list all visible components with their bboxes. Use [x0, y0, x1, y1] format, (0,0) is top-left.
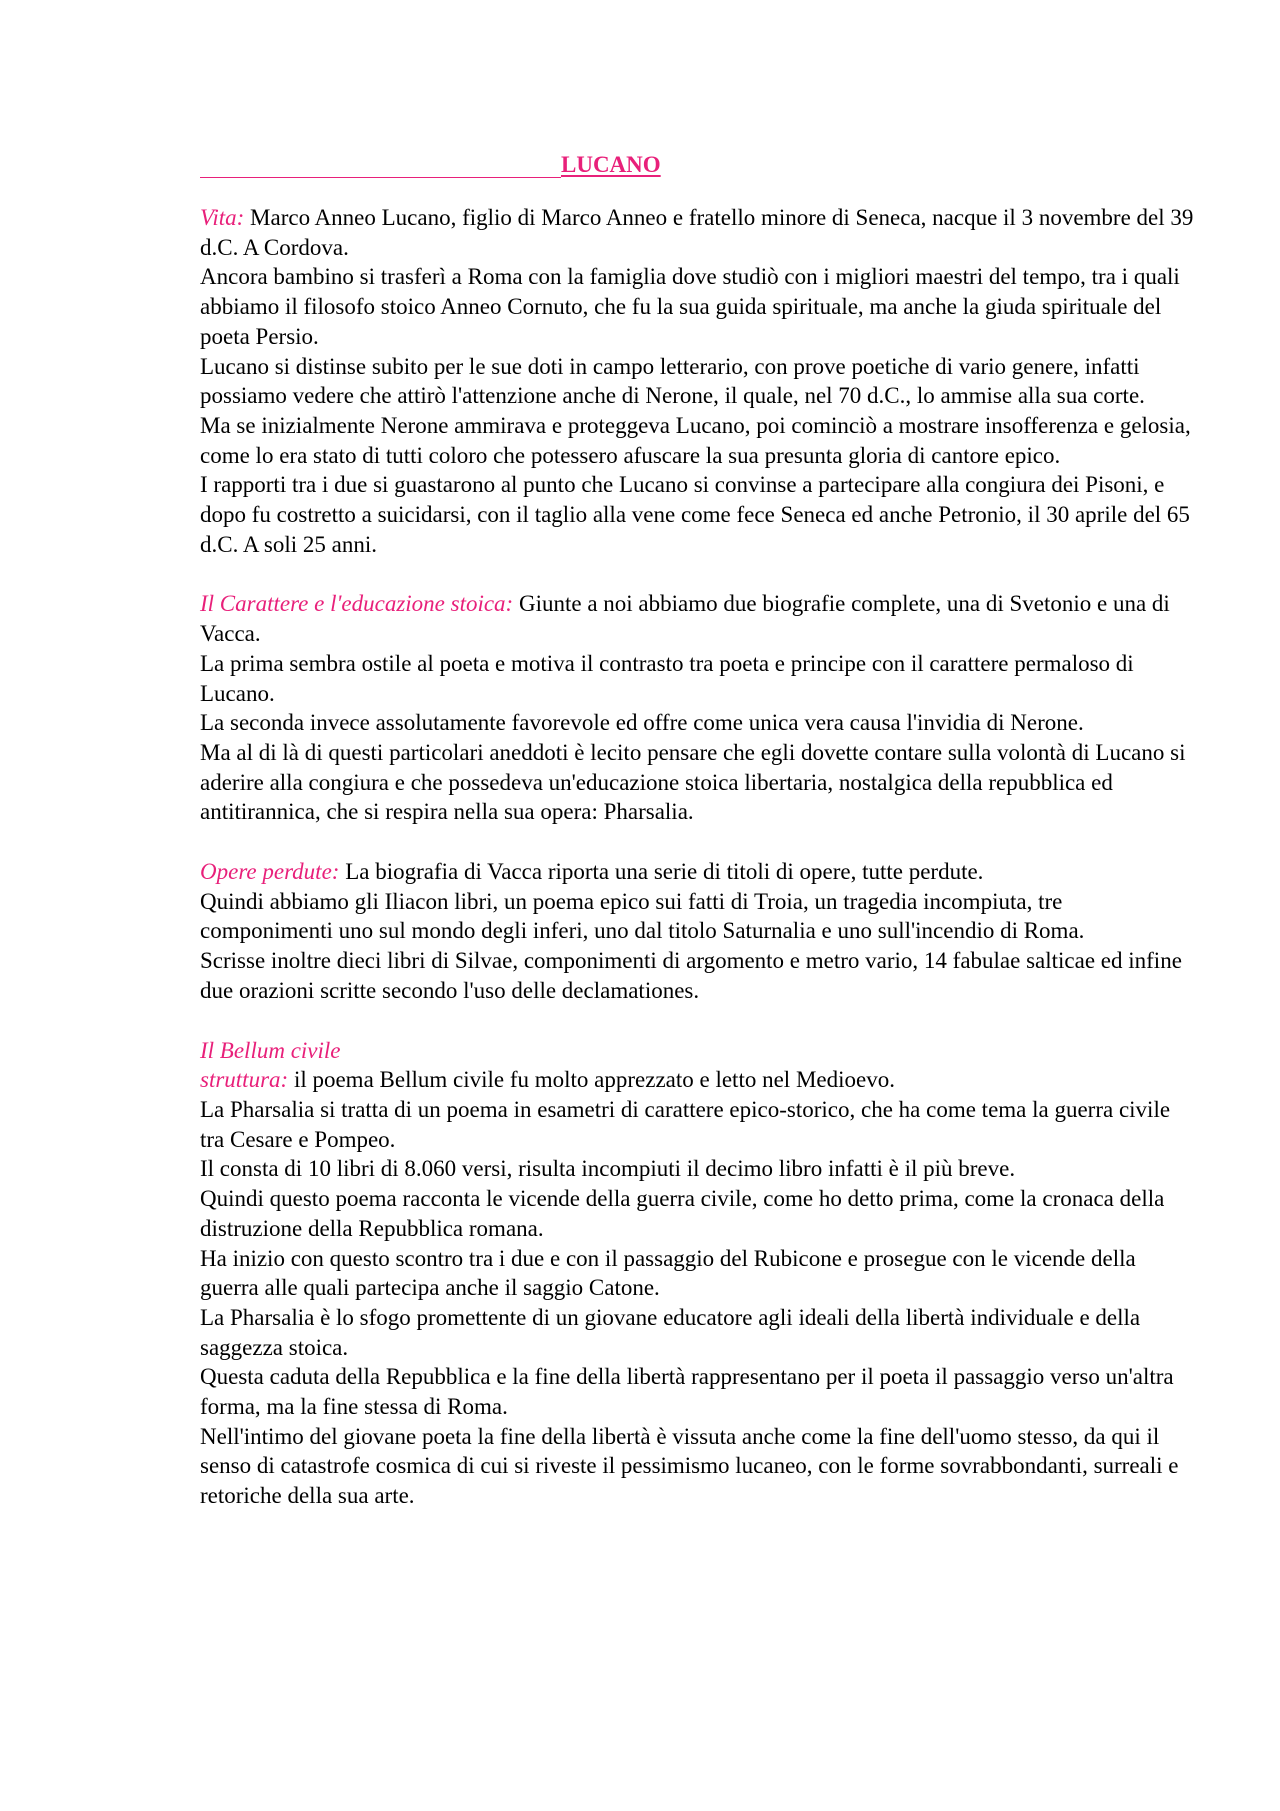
section-bellum-civile — [200, 1036, 1200, 1511]
paragraph: Ma se inizialmente Nerone ammirava e proteggeva Lucano, poi cominciò a mostrare insofferenza e gelosia, come lo era stato di tutti coloro che potessero afuscare la sua presunta gloria di cantore epico. — [200, 412, 1191, 468]
paragraph: Il consta di 10 libri di 8.060 versi, risulta incompiuti il decimo libro infatti è il più breve. — [200, 1156, 1016, 1182]
paragraph — [200, 589, 1200, 648]
paragraph: Lucano si distinse subito per le sue doti in campo letterario, con prove poetiche di vario genere, infatti possiamo vedere che attirò l'attenzione anche di Nerone, il quale, nel 70 d.C., lo ammise alla sua corte. — [200, 353, 1145, 409]
section-label: Vita: — [200, 205, 245, 230]
paragraph-text: Giunte a noi abbiamo due biografie complete, una di Svetonio e una di Vacca. — [200, 591, 1170, 647]
paragraph: Quindi questo poema racconta le vicende della guerra civile, come ho detto prima, come la cronaca della distruzione della Repubblica romana. — [200, 1186, 1165, 1241]
paragraph: Scrisse inoltre dieci libri di Silvae, componimenti di argomento e metro vario, 14 fabulae salticae ed infine due orazioni scritte secondo l'uso delle declamationes. — [200, 948, 1182, 1003]
paragraph: Quindi abbiamo gli Iliacon libri, un poema epico sui fatti di Troia, un tragedia incompiuta, tre componimenti uno sul mondo degli inferi, uno dal titolo Saturnalia e uno sull'incendio di Roma. — [200, 888, 1085, 944]
paragraph: Questa caduta della Repubblica e la fine della libertà rappresentano per il poeta il passaggio verso un'altra forma, ma la fine stessa di Roma. — [200, 1364, 1174, 1420]
paragraph-text: Marco Anneo Lucano, figlio di Marco Anneo e fratello minore di Seneca, nacque il 3 novembre del 39 d.C. A Cordova. — [200, 205, 1194, 260]
paragraph: La Pharsalia è lo sfogo promettente di un giovane educatore agli ideali della libertà individuale e della saggezza stoica. — [200, 1304, 1141, 1360]
section-carattere — [200, 589, 1200, 827]
paragraph: I rapporti tra i due si guastarono al punto che Lucano si convinse a partecipare alla congiura dei Pisoni, e dopo fu costretto a suicidarsi, con il taglio alla vene come fece Seneca ed anche Petronio, il 30 aprile del 65 d.C. A soli 25 anni. — [200, 472, 1190, 557]
paragraph: Ha inizio con questo scontro tra i due e con il passaggio del Rubicone e prosegue con le vicende della guerra alle quali partecipa anche il saggio Catone. — [200, 1245, 1136, 1301]
paragraph-text: il poema Bellum civile fu molto apprezzato e letto nel Medioevo. — [288, 1067, 895, 1093]
paragraph: La Pharsalia si tratta di un poema in esametri di carattere epico-storico, che ha come tema la guerra civile tra Cesare e Pompeo. — [200, 1096, 1171, 1152]
paragraph — [200, 1065, 1200, 1095]
paragraph: Nell'intimo del giovane poeta la fine della libertà è vissuta anche come la fine dell'uomo stesso, da qui il senso di catastrofe cosmica di cui si riveste il pessimismo lucaneo, con le forme sovrabbondanti, surreali e retoriche della sua arte. — [200, 1423, 1179, 1509]
document-page — [200, 150, 1200, 1541]
paragraph: La seconda invece assolutamente favorevole ed offre come unica vera causa l'invidia di Nerone. — [200, 710, 1084, 736]
paragraph: La prima sembra ostile al poeta e motiva il contrasto tra poeta e principe con il carattere permaloso di Lucano. — [200, 650, 1134, 706]
paragraph: Ma al di là di questi particolari aneddoti è lecito pensare che egli dovette contare sulla volontà di Lucano si aderire alla congiura e che possedeva un'educazione stoica libertaria, nostalgica della repubblica ed antitirannica, che si respira nella sua opera: Pharsalia. — [200, 739, 1186, 825]
title-line — [200, 150, 1200, 180]
section-label: Il Carattere e l'educazione stoica: — [200, 591, 514, 617]
section-label: Opere perdute: — [200, 859, 340, 885]
paragraph-text: La biografia di Vacca riporta una serie di titoli di opere, tutte perdute. — [339, 859, 984, 885]
paragraph — [200, 203, 1200, 262]
section-label: struttura: — [200, 1067, 289, 1093]
section-vita — [200, 203, 1200, 559]
title-underline-rule — [200, 177, 561, 178]
section-heading: Il Bellum civile — [200, 1037, 341, 1063]
paragraph — [200, 857, 1200, 887]
section-opere-perdute — [200, 857, 1200, 1006]
paragraph: Ancora bambino si trasferì a Roma con la famiglia dove studiò con i migliori maestri del tempo, tra i quali abbiamo il filosofo stoico Anneo Cornuto, che fu la sua guida spirituale, ma anche la giuda spirituale del poeta Persio. — [200, 264, 1180, 349]
page-title: LUCANO — [561, 152, 661, 177]
